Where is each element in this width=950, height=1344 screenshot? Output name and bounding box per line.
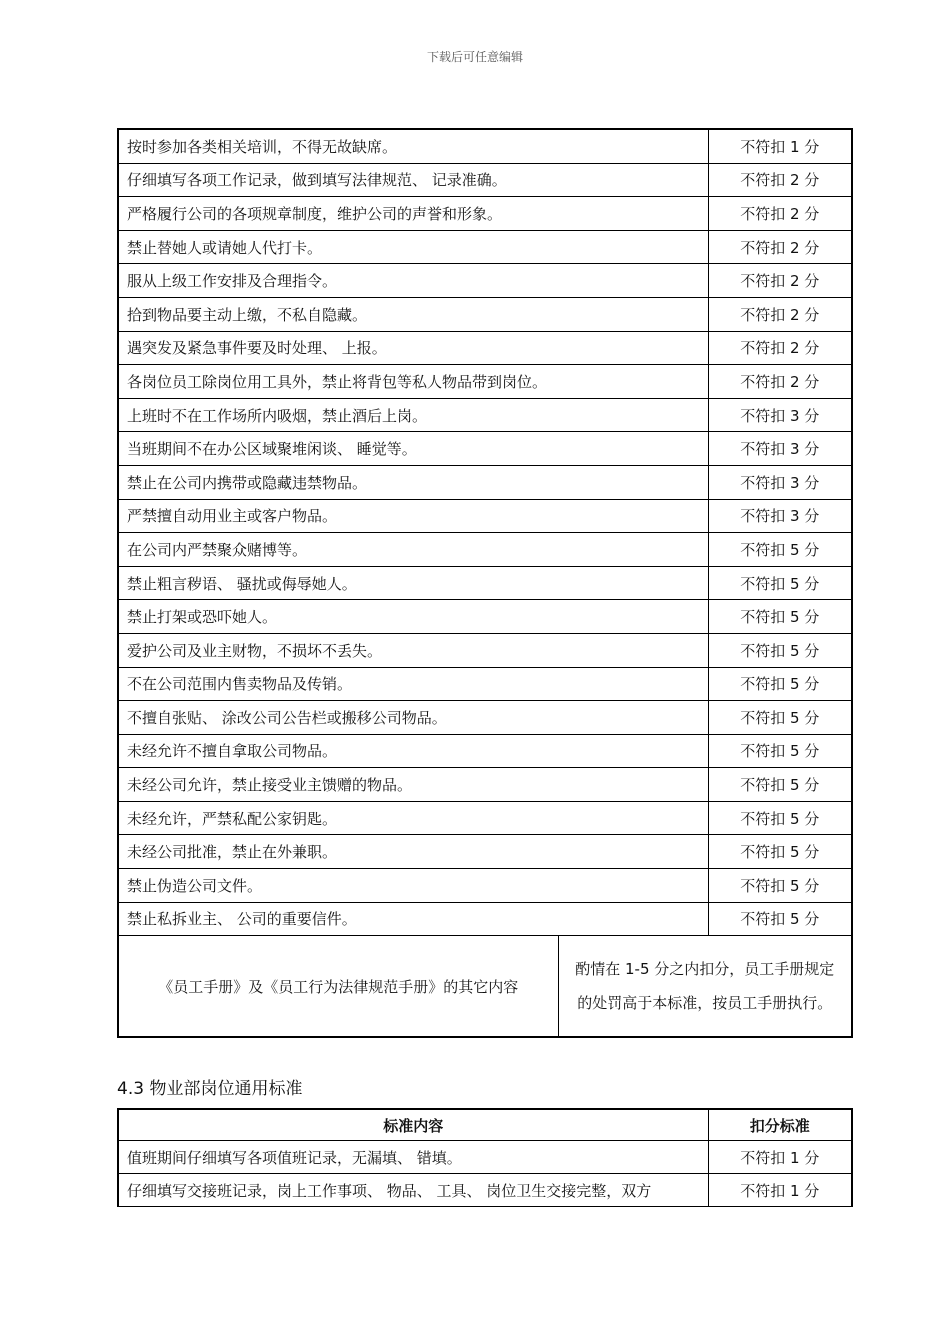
deduction-value: 不符扣 2 分 [708,365,852,399]
deduction-value: 不符扣 2 分 [708,197,852,231]
deduction-value: 不符扣 3 分 [708,398,852,432]
deduction-value: 不符扣 5 分 [708,566,852,600]
standard-content: 未经公司允许，禁止接受业主馈赠的物品。 [118,768,708,802]
table-row [118,499,852,533]
table-row [118,197,852,231]
standard-content: 《员工手册》及《员工行为法律规范手册》的其它内容 [118,936,558,1038]
table-row [118,566,852,600]
standard-content: 服从上级工作安排及合理指令。 [118,264,708,298]
table-row [118,768,852,802]
table-row [118,264,852,298]
standard-content: 严禁擅自动用业主或客户物品。 [118,499,708,533]
standard-content: 禁止替她人或请她人代打卡。 [118,230,708,264]
standard-content: 值班期间仔细填写各项值班记录，无漏填、 错填。 [118,1141,708,1174]
table-row [118,869,852,903]
deduction-value: 不符扣 3 分 [708,465,852,499]
property-standards-table-body [118,1141,852,1207]
deduction-value: 不符扣 5 分 [708,533,852,567]
deduction-value: 不符扣 2 分 [708,264,852,298]
deduction-value: 不符扣 3 分 [708,432,852,466]
deduction-value: 不符扣 5 分 [708,734,852,768]
table-row [118,297,852,331]
deduction-value: 不符扣 5 分 [708,902,852,936]
table-row [118,1174,852,1207]
section-heading: 4.3 物业部岗位通用标准 [117,1079,303,1099]
standard-content: 禁止私拆业主、 公司的重要信件。 [118,902,708,936]
deduction-value: 不符扣 3 分 [708,499,852,533]
table-row [118,465,852,499]
deduction-value: 不符扣 2 分 [708,230,852,264]
standard-content: 当班期间不在办公区域聚堆闲谈、 睡觉等。 [118,432,708,466]
table-row [118,667,852,701]
table-row [118,902,852,936]
standard-content: 仔细填写交接班记录，岗上工作事项、 物品、 工具、 岗位卫生交接完整，双方 [118,1174,708,1207]
page-header: 下载后可任意编辑 [426,50,523,64]
deduction-value: 不符扣 5 分 [708,600,852,634]
standard-content: 不在公司范围内售卖物品及传销。 [118,667,708,701]
standard-content: 禁止在公司内携带或隐藏违禁物品。 [118,465,708,499]
standard-content: 不擅自张贴、 涂改公司公告栏或搬移公司物品。 [118,701,708,735]
table-row [118,600,852,634]
deduction-value: 不符扣 5 分 [708,869,852,903]
header-deduction: 扣分标准 [708,1109,852,1141]
standard-content: 严格履行公司的各项规章制度，维护公司的声誉和形象。 [118,197,708,231]
deduction-value: 不符扣 5 分 [708,667,852,701]
standard-content: 在公司内严禁聚众赌博等。 [118,533,708,567]
deduction-value: 不符扣 5 分 [708,801,852,835]
table-row [118,533,852,567]
deduction-value: 酌情在 1-5 分之内扣分，员工手册规定的处罚高于本标准，按员工手册执行。 [558,936,852,1038]
standard-content: 按时参加各类相关培训，不得无故缺席。 [118,129,708,163]
standard-content: 仔细填写各项工作记录，做到填写法律规范、 记录准确。 [118,163,708,197]
table-header-row [118,1109,852,1141]
table-row [118,129,852,163]
deduction-value: 不符扣 2 分 [708,163,852,197]
deduction-value: 不符扣 2 分 [708,331,852,365]
standards-table [117,128,853,1038]
table-row [118,398,852,432]
header-content: 标准内容 [118,1109,708,1141]
standard-content: 拾到物品要主动上缴，不私自隐藏。 [118,297,708,331]
standards-table-body [118,129,852,1037]
standard-content: 未经允许，严禁私配公家钥匙。 [118,801,708,835]
table-row [118,1141,852,1174]
deduction-value: 不符扣 5 分 [708,701,852,735]
standard-content: 爱护公司及业主财物，不损坏不丢失。 [118,633,708,667]
table-row [118,365,852,399]
standard-content: 未经公司批准，禁止在外兼职。 [118,835,708,869]
standard-content: 未经允许不擅自拿取公司物品。 [118,734,708,768]
table-row [118,331,852,365]
standard-content: 禁止打架或恐吓她人。 [118,600,708,634]
deduction-value: 不符扣 1 分 [708,1141,852,1174]
deduction-value: 不符扣 5 分 [708,768,852,802]
standard-content: 各岗位员工除岗位用工具外，禁止将背包等私人物品带到岗位。 [118,365,708,399]
property-standards-table [117,1108,853,1207]
table-row [118,432,852,466]
table-row [118,734,852,768]
table-row [118,633,852,667]
table-row [118,701,852,735]
table-row-other [118,936,852,1038]
standard-content: 遇突发及紧急事件要及时处理、 上报。 [118,331,708,365]
table-row [118,163,852,197]
standard-content: 禁止伪造公司文件。 [118,869,708,903]
deduction-value: 不符扣 5 分 [708,633,852,667]
deduction-value: 不符扣 1 分 [708,129,852,163]
table-row [118,835,852,869]
deduction-value: 不符扣 5 分 [708,835,852,869]
table-row [118,801,852,835]
deduction-value: 不符扣 1 分 [708,1174,852,1207]
standard-content: 禁止粗言秽语、 骚扰或侮辱她人。 [118,566,708,600]
table-row [118,230,852,264]
standard-content: 上班时不在工作场所内吸烟，禁止酒后上岗。 [118,398,708,432]
deduction-value: 不符扣 2 分 [708,297,852,331]
